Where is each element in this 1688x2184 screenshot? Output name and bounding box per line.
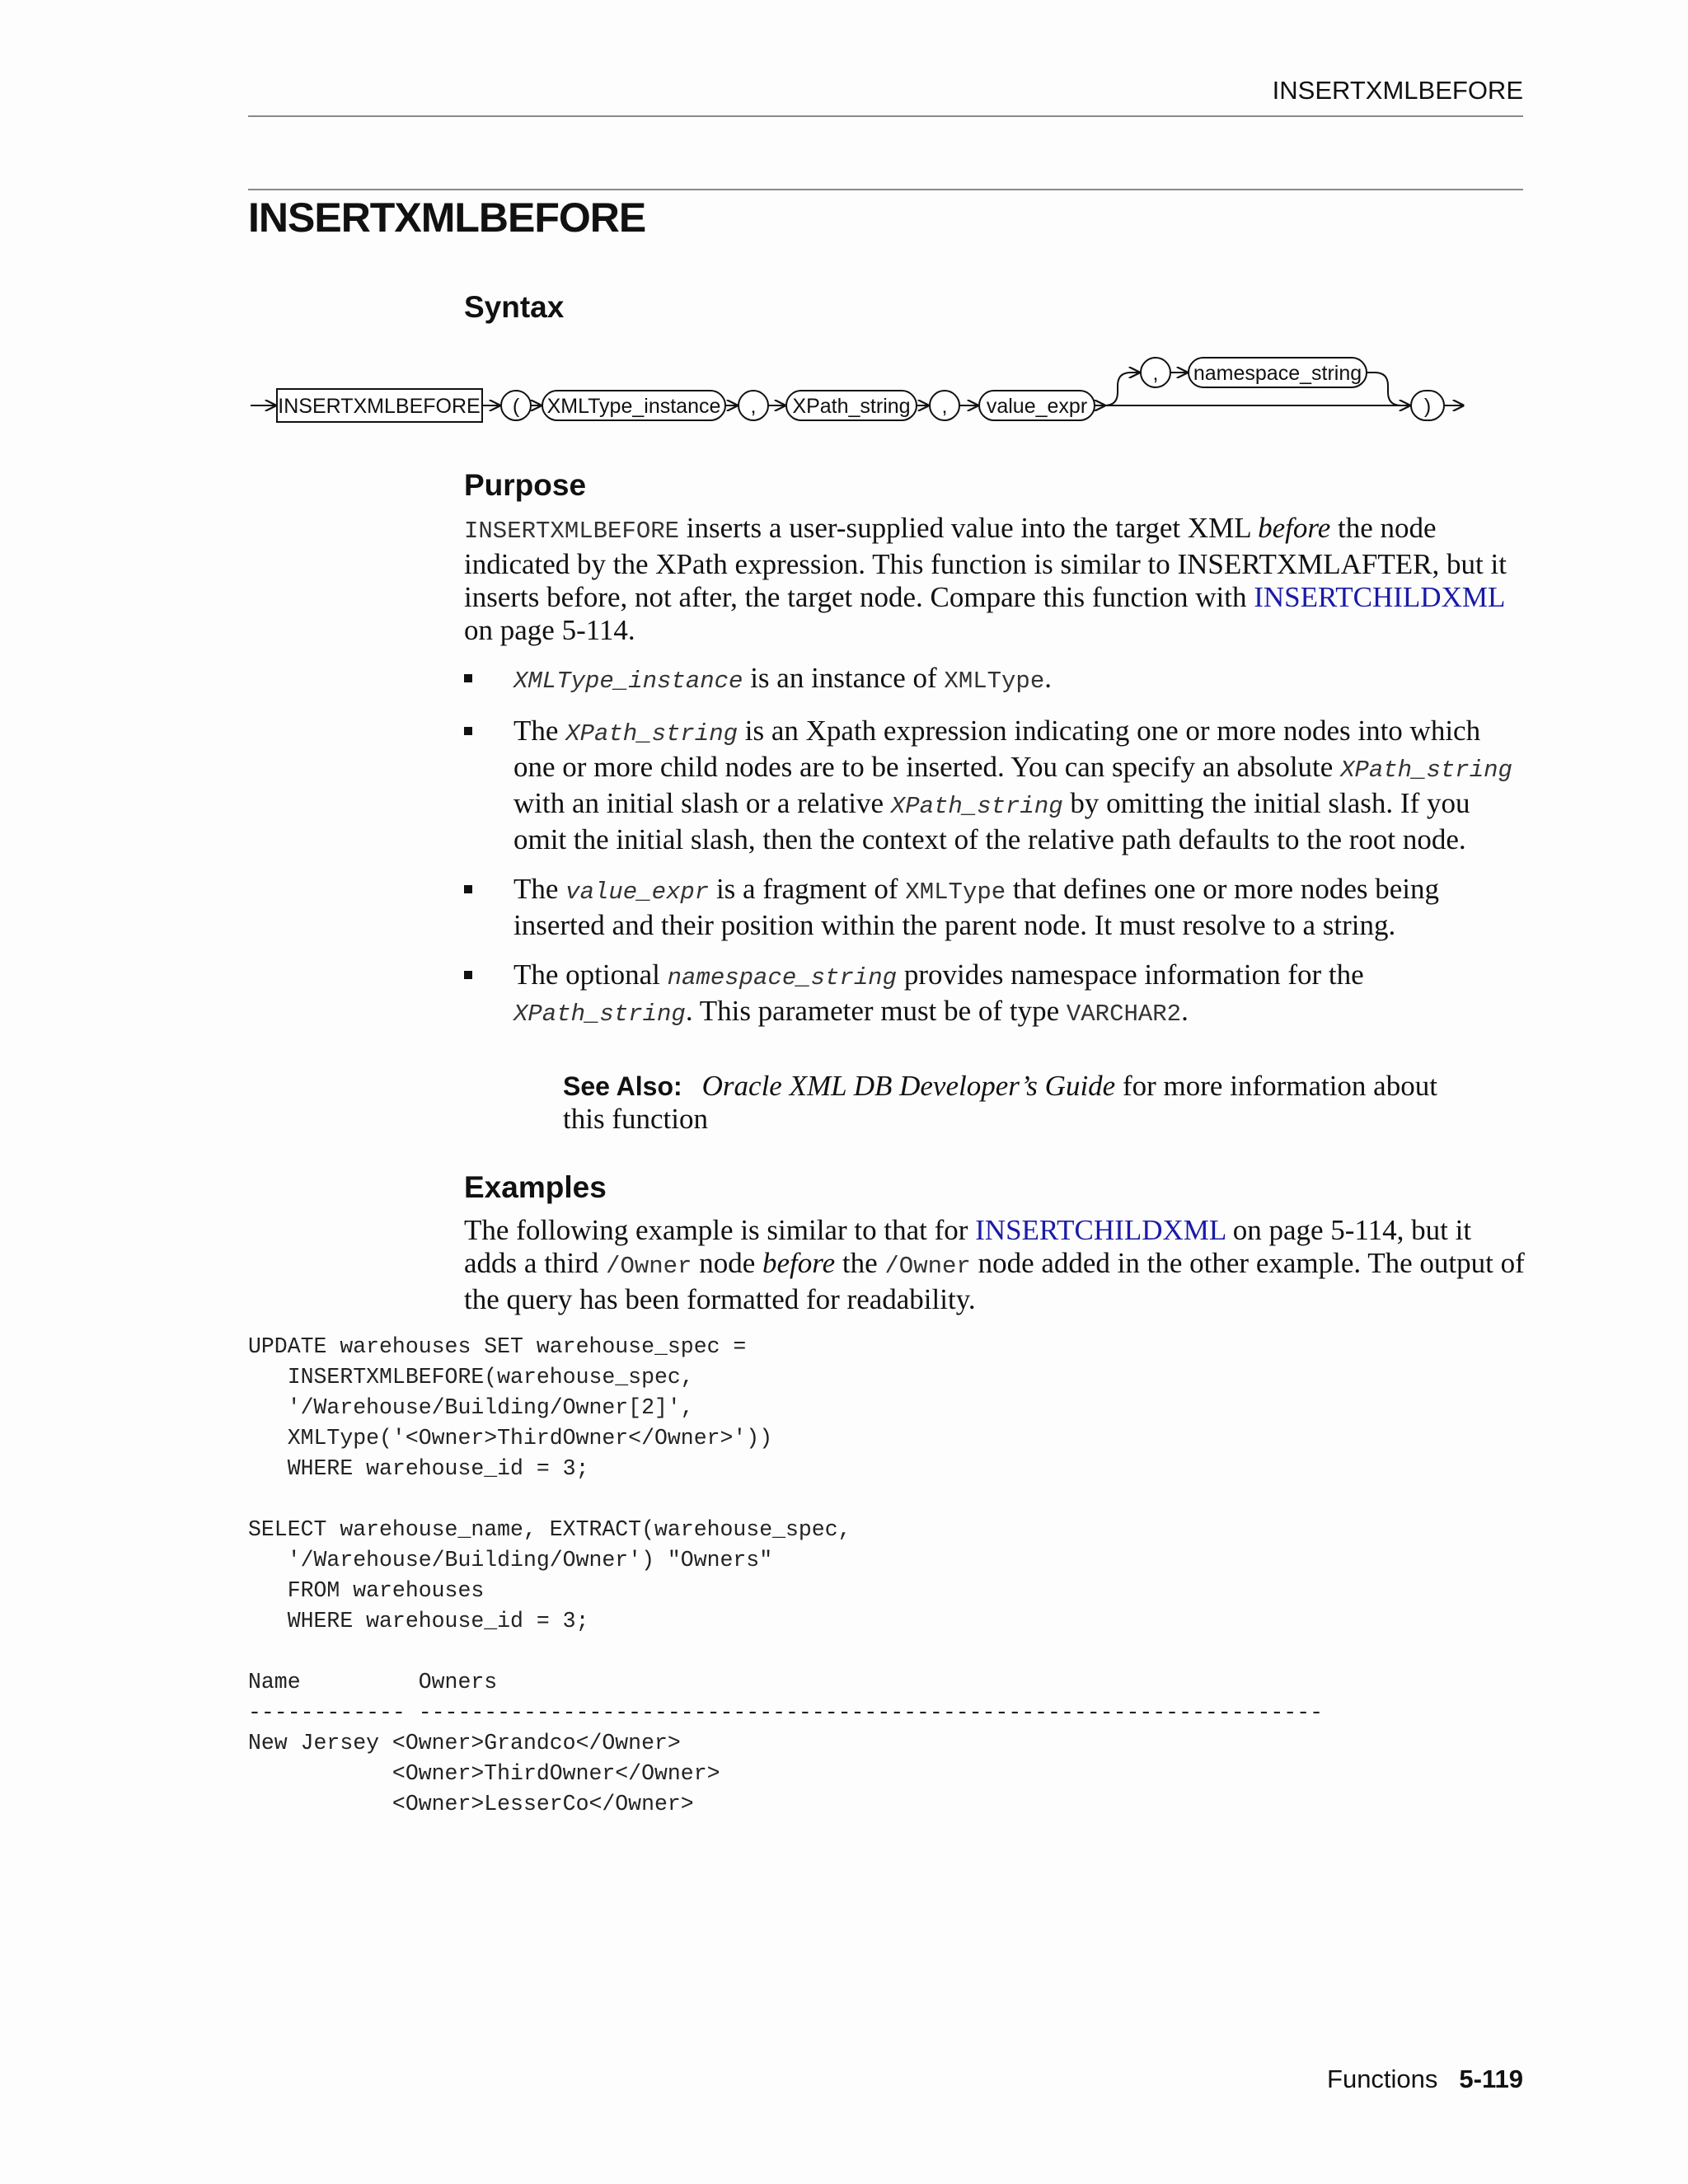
type-code: VARCHAR2 [1066,1001,1182,1028]
purpose-text-c: on page 5-114. [464,614,635,646]
diagram-comma1-text: , [750,395,757,418]
examples-text: on page 5-114, but it adds a third [464,1214,1472,1279]
param-text: . This parameter must be of type [685,995,1067,1027]
page-title: INSERTXMLBEFORE [248,194,646,241]
examples-emphasis: before [762,1247,836,1279]
examples-text: node [692,1247,763,1279]
list-item [464,662,1527,698]
owner-path-code: /Owner [884,1253,971,1280]
list-item [464,715,1527,856]
syntax-diagram [239,346,1484,445]
diagram-comma2-text: , [941,395,948,418]
param-code: XMLType_instance [513,668,743,695]
purpose-heading: Purpose [464,468,587,502]
param-text: is an instance of [743,662,945,694]
list-item [464,873,1527,942]
diagram-open-paren-text: ( [512,395,520,418]
param-text: by omitting the initial slash. If you omit the initial slash, then the context of the relative path defaults to the root node. [513,787,1470,855]
param-text: is a fragment of [709,873,906,905]
param-text: . [1044,662,1052,694]
purpose-paragraph [464,512,1527,647]
running-header: INSERTXMLBEFORE [1272,76,1523,105]
purpose-emphasis: before [1258,512,1331,544]
see-also-text: for more information about this function [563,1070,1437,1135]
param-text: that defines one or more nodes being inserted and their position within the parent node. It must resolve to a string. [513,873,1439,941]
diagram-opt-param-text: namespace_string [1193,362,1362,385]
bullet-icon [464,971,472,979]
param-text: The [513,715,566,747]
param-code: XPath_string [513,1001,686,1028]
param-text: with an initial slash or a relative [513,787,891,819]
purpose-text-a: inserts a user-supplied value into the target XML [679,512,1259,544]
examples-text: the [835,1247,885,1279]
param-code: XPath_string [565,720,738,748]
param-text: provides namespace information for the [897,958,1364,991]
param-text: is an Xpath expression indicating one or more nodes into which one or more child nodes are to be inserted. You can specify an absolute [513,715,1481,783]
bullet-icon [464,885,472,893]
param-text: The optional [513,958,668,991]
examples-text: The following example is similar to that for [464,1214,976,1246]
purpose-text-b: the node indicated by the XPath expression. This function is similar to INSERTXMLAFTER, but it inserts before, not after, the target node. Compare this function with [464,512,1507,613]
see-also-book-title: Oracle XML DB Developer’s Guide [701,1070,1116,1102]
param-code: XPath_string [890,793,1063,820]
see-also-note [563,1070,1470,1136]
type-code: XMLType [905,879,1006,906]
param-code: value_expr [565,879,710,906]
type-code: XMLType [944,668,1045,695]
bullet-icon [464,674,472,682]
title-rule [248,189,1523,190]
diagram-opt-comma-text: , [1152,362,1159,385]
page-footer [989,2064,1523,2094]
insertchildxml-link[interactable]: INSERTCHILDXML [1254,581,1505,613]
examples-text: node added in the other example. The output of the query has been formatted for readability. [464,1247,1525,1315]
see-also-label: See Also: [563,1071,682,1101]
diagram-param1-text: XMLType_instance [546,395,721,418]
insertchildxml-link[interactable]: INSERTCHILDXML [975,1214,1226,1246]
diagram-keyword: INSERTXMLBEFORE [278,395,481,418]
function-name-code: INSERTXMLBEFORE [464,518,680,545]
diagram-param2-text: XPath_string [792,395,911,418]
parameter-list [464,662,1527,1047]
footer-section: Functions [1327,2064,1438,2093]
owner-path-code: /Owner [606,1253,692,1280]
param-text: The [513,873,566,905]
syntax-heading: Syntax [464,290,565,324]
footer-page-number: 5-119 [1459,2064,1523,2093]
param-code: XPath_string [1340,757,1512,784]
examples-heading: Examples [464,1170,607,1204]
diagram-param3-text: value_expr [986,395,1088,418]
header-rule [248,115,1523,117]
param-text: . [1181,995,1189,1027]
list-item [464,958,1527,1031]
diagram-close-paren-text: ) [1423,395,1432,418]
code-example: UPDATE warehouses SET warehouse_spec = INSERTXMLBEFORE(warehouse_spec, '/Warehouse/Building/Owner[2]', XMLType('<Owner>ThirdOwner</Owner>')) WHERE warehouse_id = 3; SELECT warehouse_name, EXTRACT(warehouse_spec, '/Warehouse/Building/Owner') "Owners" FROM warehouses WHERE warehouse_id = 3; Name Owners ------------ --------------------------------------------------------------------- New Jersey <Owner>Grandco</Owner> <Owner>ThirdOwner</Owner> <Owner>LesserCo</Owner> [248,1334,1324,1816]
examples-paragraph [464,1214,1527,1316]
param-code: namespace_string [667,964,898,991]
bullet-icon [464,727,472,735]
